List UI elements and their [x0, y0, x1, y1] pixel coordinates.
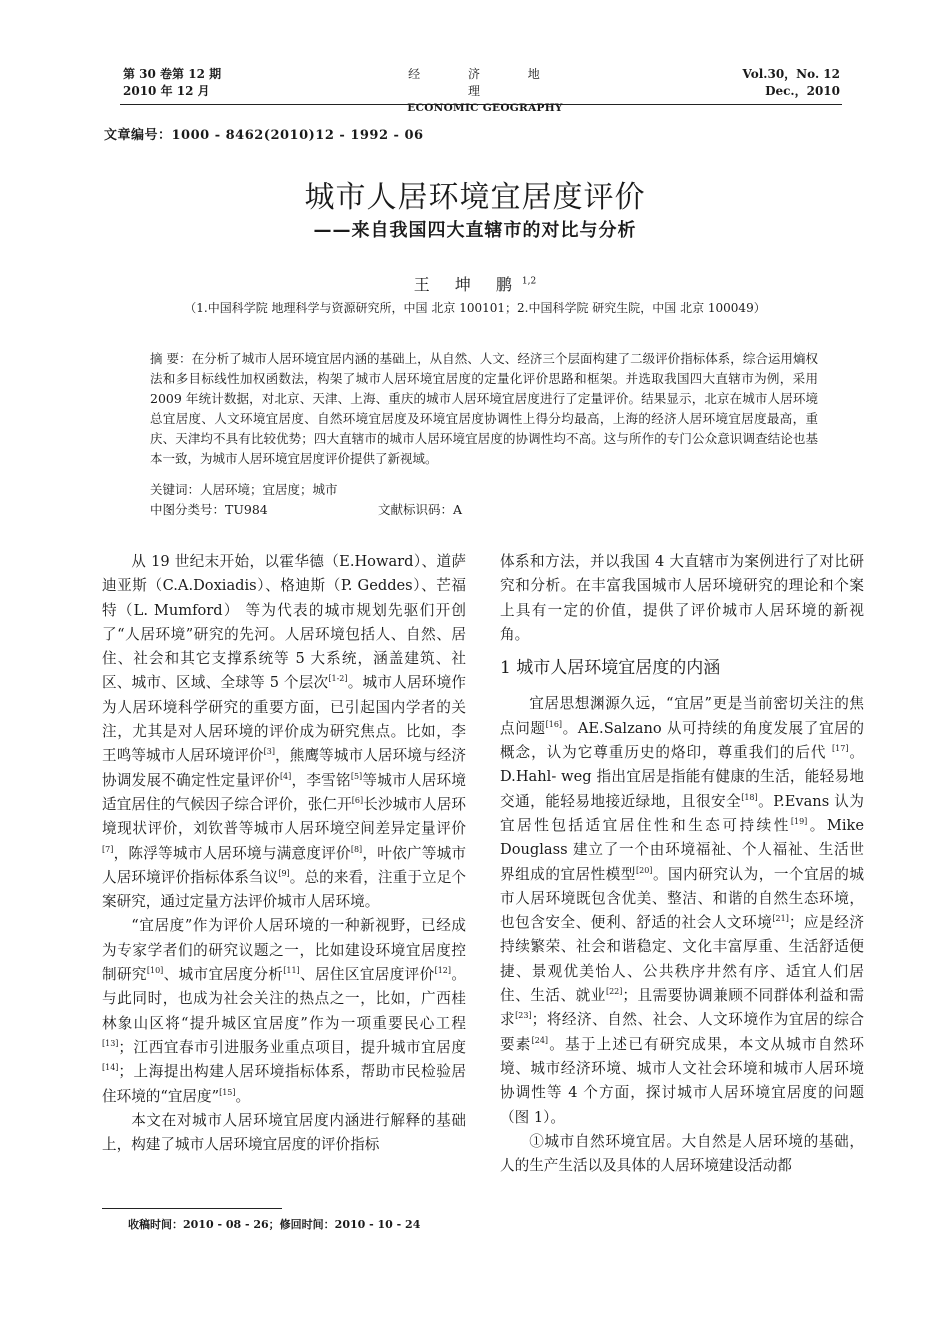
citation: [18] — [741, 792, 758, 802]
author-affiliation-marker: 1,2 — [521, 276, 537, 287]
citation: [10] — [146, 966, 164, 976]
abstract-label: 摘 要： — [150, 351, 192, 366]
citation: [5] — [350, 771, 363, 781]
text-run: 。Mike Douglass 建立了一个由环境福祉、个人福祉、生活世界组成的宜居性模型 — [500, 816, 864, 883]
paragraph-intro-3: 本文在对城市人居环境宜居度内涵进行解释的基础上，构建了城市人居环境宜居度的评价指标 — [102, 1111, 466, 1154]
text-run: 。AE.Salzano 从可持续的角度发展了宜居的概念，认为它尊重历史的烙印，尊重我们的后代 — [500, 719, 864, 762]
citation: [17] — [832, 744, 849, 754]
citation: [20] — [636, 865, 653, 875]
citation: [14] — [102, 1063, 119, 1073]
paper-title: 城市人居环境宜居度评价 — [304, 180, 646, 215]
article-number: 文章编号：1000 - 8462(2010)12 - 1992 - 06 — [104, 128, 424, 143]
paragraph-intro-continued: 体系和方法，并以我国 4 大直辖市为案例进行了对比研究和分析。在丰富我国城市人居环境研究的理论和个案上具有一定的价值，提供了评价城市人居环境的新视角。 — [500, 553, 864, 643]
citation: [23] — [515, 1011, 532, 1021]
citation: [6] — [351, 796, 364, 806]
journal-issue-en — [743, 66, 840, 100]
author-name: 王 坤 鹏 — [413, 275, 522, 294]
classification-number: 中图分类号：TU984 — [150, 502, 268, 517]
body-left-column — [102, 550, 466, 1157]
text-run: 。P.Evans 认为宜居性包括适宜居住性和生态可持续性 — [500, 792, 864, 834]
text-run: ，熊鹰等城市人居环境与经济协调发展不确定性定量评价 — [102, 747, 466, 789]
citation: [21] — [772, 914, 789, 924]
text-run: 、城市宜居度分析 — [163, 966, 284, 984]
text-run: “宜居度”作为评价人居环境的一种新视野，已经成为专家学者们的研究议题之一，比如建设环境宜居度控制研究 — [102, 917, 466, 984]
text-run: ；应是经济持续繁荣、社会和谐稳定、文化丰富厚重、生活舒适便捷、景观优美怡人、公共秩序井然有序、适宜人们居住、生活、就业 — [500, 914, 864, 1005]
citation: [1-2] — [328, 674, 348, 684]
affiliation: （1.中国科学院 地理科学与资源研究所，中国 北京 100101；2.中国科学院 研究生院，中国 北京 100049） — [184, 301, 766, 315]
text-run: 。国内研究认为，一个宜居的城市人居环境既包含优美、整洁、和谐的自然生态环境，也包含安全、便利、舒适的社会人文环境 — [500, 865, 864, 932]
footnote-divider — [102, 1208, 282, 1209]
text-run: ；将经济、自然、社会、人文环境作为宜居的综合要素 — [500, 1011, 864, 1053]
journal-name-cn: 经 济 地 理 — [408, 67, 562, 98]
citation: [15] — [219, 1087, 236, 1097]
text-run: ，陈浮等城市人居环境与满意度评价 — [113, 844, 351, 862]
abstract — [150, 349, 818, 469]
text-run: ；上海提出构建人居环境指标体系，帮助市民检验居住环境的“宜居度” — [102, 1063, 466, 1105]
text-run: 。总的来看，注重于立足个案研究，通过定量方法评价城市人居环境。 — [102, 868, 466, 911]
paragraph-section-1 — [500, 692, 864, 1129]
journal-issue-cn — [123, 66, 221, 100]
document-code: 文献标识码：A — [378, 502, 463, 517]
text-run: ，叶依广等城市人居环境评价指标体系刍议 — [102, 844, 466, 886]
paper-subtitle: ——来自我国四大直辖市的对比与分析 — [313, 220, 637, 241]
text-run: ；且需要协调兼顾不同群体利益和需求 — [500, 987, 864, 1029]
keywords: 关键词：人居环境；宜居度；城市 — [150, 482, 338, 497]
text-run: 从 19 世纪末开始，以霍华德（E.Howard）、道萨迪亚斯（C.A.Doxiadis）、格迪斯（P. Geddes）、芒福特（L. Mumford） 等为代表的城市规划先驱们开创了“人居环境”研究的先河。人居环境包括人、自然、居住、社会和其它支撑系统等 5 大系统，涵盖建筑、社区、城市、区域、全球等 5 个层次 — [102, 553, 466, 692]
journal-name — [390, 66, 580, 117]
text-run: 长沙城市人居环境现状评价，刘钦普等城市人居环境空间差异定量评价 — [102, 795, 466, 838]
abstract-text: 在分析了城市人居环境宜居内涵的基础上，从自然、人文、经济三个层面构建了二级评价指标体系，综合运用熵权法和多目标线性加权函数法，构架了城市人居环境宜居度的定量化评价思路和框架。并选取我国四大直辖市为例，采用 2009 年统计数据，对北京、天津、上海、重庆的城市人居环境宜居度进行了定量评价。结果显示，北京在城市人居环境总宜居度、人文环境宜居度、自然环境宜居度及环境宜居度协调性上得分均最高，上海的经济人居环境宜居度最高，重庆、天津均不具有比较优势；四大直辖市的城市人居环境宜居度的协调性均不高。这与所作的专门公众意识调查结论也基本一致，为城市人居环境宜居度评价提供了新视域。 — [150, 351, 818, 466]
text-run: 。城市人居环境作为人居环境科学研究的重要方面，已引起国内学者的关注，尤其是对人居环境的评价成为研究焦点。比如，李王鸣等城市人居环境评价 — [102, 674, 466, 765]
citation: [16] — [545, 719, 563, 729]
volume-issue-en: Vol.30，No. 12 — [742, 67, 840, 81]
citation: [4] — [279, 771, 292, 781]
citation: [9] — [278, 869, 290, 878]
citation: [3] — [263, 747, 275, 757]
citation: [19] — [790, 817, 808, 827]
citation: [8] — [350, 844, 363, 854]
body-right-column — [500, 550, 864, 1178]
text-run: 宜居思想渊源久远，“宜居”更是当前密切关注的焦点问题 — [500, 695, 864, 737]
text-run: 。 — [235, 1087, 251, 1105]
volume-issue: 第 30 卷第 12 期 — [123, 67, 222, 81]
year-month: 2010 年 12 月 — [123, 84, 210, 98]
paragraph-intro-1 — [102, 550, 466, 914]
paragraph-natural-environment: ①城市自然环境宜居。大自然是人居环境的基础，人的生产生活以及具体的人居环境建设活动都 — [500, 1132, 864, 1175]
text-run: ；江西宜春市引进服务业重点项目，提升城市宜居度 — [118, 1038, 466, 1056]
paragraph-intro-2 — [102, 914, 466, 1108]
text-run: 。与此同时，也成为社会关注的热点之一，比如，广西桂林象山区将“提升城区宜居度”作为一项重要民心工程 — [102, 966, 466, 1032]
author-line — [0, 272, 950, 295]
citation: [12] — [434, 966, 452, 976]
received-revised-dates: 收稿时间：2010 - 08 - 26；修回时间：2010 - 10 - 24 — [128, 1218, 421, 1231]
journal-name-en: ECONOMIC GEOGRAPHY — [407, 102, 563, 114]
citation: [13] — [102, 1039, 119, 1049]
citation: [11] — [283, 966, 300, 976]
text-run: 等城市人居环境适宜居住的气候因子综合评价，张仁开 — [102, 771, 466, 813]
text-run: 、居住区宜居度评价 — [299, 966, 435, 984]
citation: [24] — [531, 1035, 549, 1045]
date-en: Dec.，2010 — [765, 84, 840, 98]
citation: [7] — [102, 844, 114, 854]
text-run: ，李雪铭 — [291, 771, 351, 789]
text-run: 。基于上述已有研究成果，本文从城市自然环境、城市经济环境、城市人文社会环境和城市人居环境协调性等 4 个方面，探讨城市人居环境宜居度的问题（图 1）。 — [500, 1035, 864, 1126]
header-divider — [120, 104, 842, 105]
citation: [22] — [605, 987, 623, 997]
text-run: 。D.Hahl- weg 指出宜居是指能有健康的生活，能轻易地交通，能轻易地接近绿地，且很安全 — [500, 744, 864, 810]
section-heading-1: 1 城市人居环境宜居度的内涵 — [500, 658, 721, 679]
